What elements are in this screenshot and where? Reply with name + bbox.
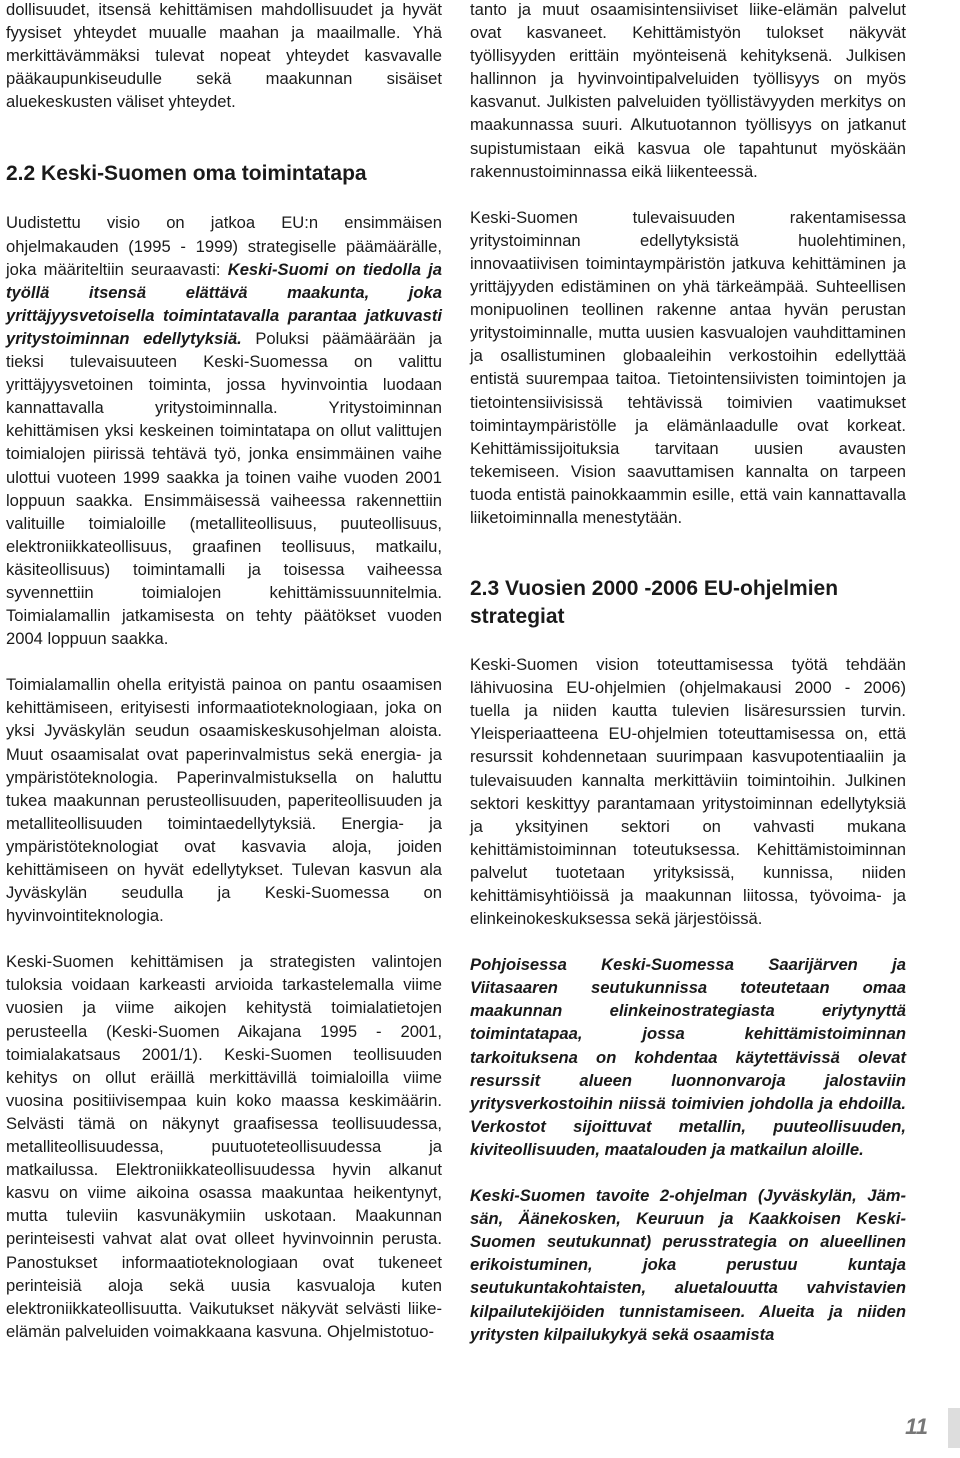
tyollisyys-paragraph: tanto ja muut osaamisintensiiviset liike-elämän palvelut ovat kasvaneet. Kehittämistyön tulokset näkyvät työllisyyden erittäin myönteisenä kehityksenä. Julkisen hallinnon ja hyvinvointipalveluiden työllisyys on myös kasvanut. Julkisten palveluiden työllistävyyden merkitys on maakunnassa suuri. Alkutuotannon työllisyys on jatkanut supistumistaan eikä kasvua ole tapahtunut myöskään rakennustoiminnassa eikä liikenteessä.: [470, 0, 906, 181]
toimiala-paragraph: Toimialamallin ohella erityistä painoa on pantu osaamisen kehittämiseen, erityisesti informaatioteknologiaan, joka on yksi Jyväskylän seudun osaamiskeskusohjelman aloista. Muut osaamisalat ovat paperinvalmistus sekä energia- ja ympäristöteknologia. Paperinvalmistuksella on haluttu tukea maakunnan perusteollisuuden, paperiteollisuuden ja metalliteollisuuden toimintaedellytyksiä. Energia- ja ympäristöteknologiat ovat kasvavia aloja, joiden kehittämiseen on hyvät edellytykset. Tulevan kasvun ala Jyväskylän seudulla ja Keski-Suomessa on hyvinvointiteknologia.: [6, 675, 442, 926]
section-heading-2-3: 2.3 Vuosien 2000 -2006 EU-ohjelmien strategiat: [470, 577, 839, 629]
eu-ohjelmat-paragraph: Keski-Suomen vision toteuttamisessa työtä tehdään lähivuosina EU-ohjelmien (ohjelmakausi 2000 - 2006) tuella ja niiden kautta tulevien lisäresurssien turvin. Yleisperiaatteena EU-ohjelmien toteuttamisessa on, että resurssit kohdennetaan suurimpaan kasvupotentiaaliin ja tulevaisuuden kannalta merkittäviin toimintoihin. Julkinen sektori keskittyy parantamaan yritystoiminnan edellytyksiä ja yksityinen sektori on vahvasti mukana kehittämistoiminnan toteutuksessa. Kehittämistoiminnan palvelut tuotetaan yrityksissä, kunnissa, niiden kehittämisyhtiöissä ja maakunnan liitossa, työvoima- ja elinkeinokeskuksessa sekä järjestöissä.: [470, 655, 906, 929]
tavoite2-paragraph: Keski-Suomen tavoite 2-ohjelman (Jyväskylän, Jäm-sän, Äänekosken, Keuruun ja Kaakkoisen Keski-Suomen seutukunnat) perusstrategia on alueellinen erikoistuminen, joka perustuu kuntaja seutukuntakohtaisten, aluetalouutta vahvistavien kilpailutekijöiden tunnistamiseen. Alueita ja niiden yritysten kilpailukykyä sekä osaamista: [470, 1186, 906, 1344]
section-heading-2-2: 2.2 Keski-Suomen oma toimintatapa: [6, 162, 367, 186]
vision-text-start: Uudistettu visio on jatkoa EU:n ensimmäisen ohjelmakauden (1995 - 1999) strategiselle päämäärälle, joka määriteltiin seuraavasti:: [6, 213, 442, 279]
vision-paragraph: [6, 211, 442, 650]
vision-text-end: Poluksi päämäärään ja tieksi tulevaisuuteen Keski-Suomessa on valittu yrittäjyysvetoinen toiminta, jossa hyvinvointia luodaan kannattavalla yritystoiminnalla. Yritystoiminnan kehittämisen yksi keskeinen toimintatapa on ollut valittujen toimialojen piirissä tehtävä työ, jonka ensimmäinen vaihe ulottui vuoteen 1999 saakka ja toinen vaihe vuoden 2001 loppuun saakka. Ensimmäisessä vaiheessa rakennettiin valituille toimialoille (metalliteollisuus, puuteollisuus, elektroniikkateollisuus, graafinen teollisuus, matkailu, käsiteollisuus) toimintamalli ja toisessa vaiheessa syvennettiin toimialojen kehittämissuunnitelmia. Toimialamallin jatkamisesta on tehty päätökset vuoden 2004 loppuun saakka.: [6, 328, 442, 649]
page-number: 11: [905, 1414, 928, 1439]
vision-statement: Keski-Suomi on tiedolla ja työllä itsensä elättävä maakunta, joka yrittäjyysvetoisella toimintatavalla parantaa jatkuvasti yritystoiminnan edellytyksiä.: [6, 259, 442, 348]
kehitys-paragraph: Keski-Suomen kehittämisen ja strategisten valintojen tuloksia voidaan karkeasti arvioida tarkastelemalla viime vuosien ja viime aikojen kehitystä toimialatietojen perusteella (Keski-Suomen Aikajana 1995 - 2001, toimialakatsaus 2001/1). Keski-Suomen teollisuuden kehitys on ollut eräillä merkittävillä toimialoilla viime vuosina positiivisempaa kuin koko maassa keskimäärin. Selvästi tämä on näkynyt graafisessa teollisuudessa, metalliteollisuudessa, puutuoteteollisuudessa ja matkailussa. Elektroniikkateollisuudessa hyvin alkanut kasvu on viime aikoina osassa maakuntaa heikentynyt, mutta tuleviin kasvunäkymiin uskotaan. Maakunnan perinteisesti vahvat alat ovat olleet hyvinvoinnin perusta. Panostukset informaatioteknologiaan ovat tukeneet perinteisiä aloja sekä uusia kasvualoja kuten elektroniikkateollisuutta. Vaikutukset näkyvät selvästi liike-elämän palveluiden voimakkaana kasvuna. Ohjelmistotuo-: [6, 952, 442, 1341]
page-number-bar: [948, 1408, 960, 1448]
tulevaisuus-paragraph: Keski-Suomen tulevaisuuden rakentamisessa yritystoiminnan edellytyksistä huolehtiminen, innovaatiivisen toimintaympäristön jatkuva kehittäminen ja yrittäjyyden edistäminen on yhä tärkeämpää. Suhteellisen monipuolinen teollinen rakenne antaa hyvän perustan yritystoiminnalle, mutta uusien kasvualojen vauhdittaminen ja osallistuminen globaaleihin verkostoihin edellyttää entistä suurempaa taitoa. Tietointensiivisten toimintojen ja tietointensiivisissä tehtävissä toimivien vaatimukset toimintaympäristölle ja elämänlaadulle ovat korkeat. Kehittämissijoituksia tarvitaan uusien avausten tekemiseen. Vision saavuttamisen kannalta on tarpeen tuoda entistä painokkaammin esille, että vain kannattavalla liiketoiminnalla menestytään.: [470, 207, 906, 527]
intro-paragraph: dollisuudet, itsensä kehittämisen mahdollisuudet ja hyvät fyysiset yhteydet muualle maahan ja maailmalle. Yhä merkittävämmäksi tulevat nopeat yhteydet kasvavalle pääkaupunkiseudulle sekä maakunnan sisäiset aluekeskusten väliset yhteydet.: [6, 0, 442, 112]
pohjoinen-keski-suomi-paragraph: Pohjoisessa Keski-Suomessa Saarijärven ja Viitasaaren seutukunnissa toteutetaan omaa maakunnan elinkeinostrategiasta eriytynyttä toimintatapaa, jossa kehittämistoiminnan tarkoituksena on kohdentaa käytettävissä olevat resurssit alueen luonnonvaroja jalostaviin yritysverkostoihin niissä toimivien johdolla ja ehdoilla. Verkostot sijoittuvat metallin, puuteollisuuden, kiviteollisuuden, maatalouden ja matkailun aloille.: [470, 955, 906, 1159]
right-column: [470, 0, 906, 1346]
left-column: [6, 0, 442, 1343]
